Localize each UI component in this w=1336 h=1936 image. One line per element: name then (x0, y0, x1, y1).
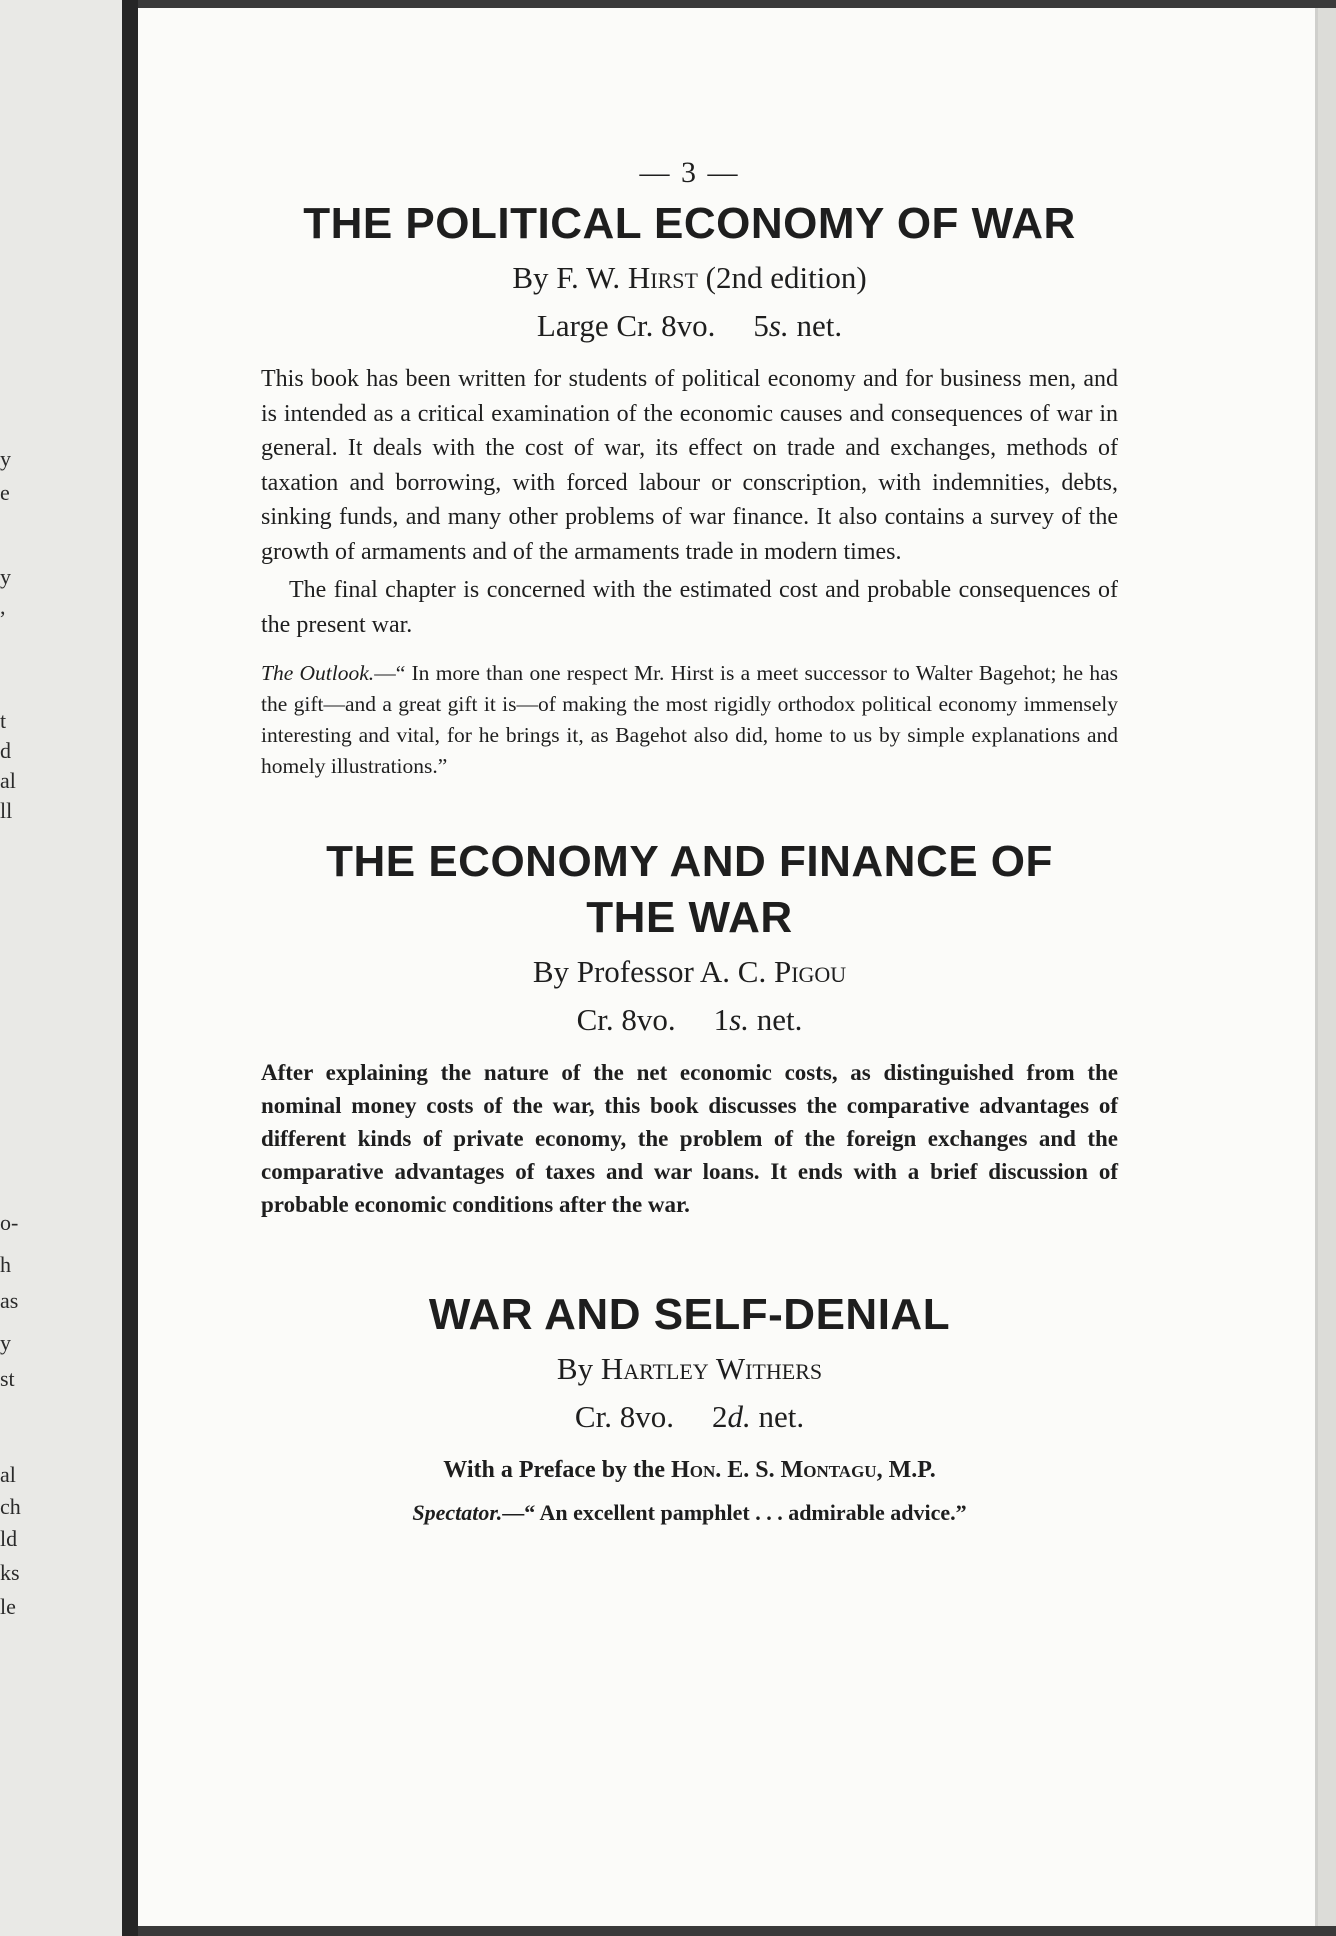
facing-page-fragment: as (0, 1288, 19, 1313)
facing-page-fragment: ch (0, 1494, 21, 1519)
byline-prefix: By (556, 1351, 601, 1386)
price-net: net. (750, 1399, 805, 1434)
preface-suffix: , M.P. (876, 1457, 936, 1483)
page-content (261, 156, 1118, 1526)
edition-note: (2nd edition) (697, 260, 867, 295)
book-listing-political-economy-of-war (261, 196, 1118, 782)
book-description: The final chapter is concerned with the estimated cost and probable consequences of the present war. (261, 577, 1118, 638)
price-amount: 5 (753, 308, 769, 343)
facing-page-fragment: , (0, 594, 6, 619)
review-source: The Outlook. (261, 661, 375, 685)
book-description: This book has been written for students of political economy and for business men, and is intended as a critical examination of the economic causes and consequences of war in general. It deals with the cost of war, its effect on trade and exchanges, methods of taxation and borrowing, with forced labour or conscription, with indemnities, debts, sinking funds, and many other problems of war finance. It also contains a survey of the growth of armaments and of the armaments trade in modern times. (261, 366, 1118, 565)
book-format-price (261, 1002, 1118, 1038)
book-title-line: THE ECONOMY AND FINANCE OF (326, 837, 1053, 886)
book-format: Large Cr. 8vo. (536, 308, 716, 343)
facing-page-fragment: al (0, 768, 16, 793)
review-quote: —“ An excellent pamphlet . . . admirable advice.” (502, 1500, 967, 1525)
book-title-line: THE WAR (586, 893, 793, 942)
byline-prefix: By Professor A. C. (532, 954, 774, 989)
facing-page-fragment: e (0, 480, 10, 505)
price-amount: 1 (713, 1002, 730, 1037)
price-net: net. (788, 308, 843, 343)
facing-page-fragment: st (0, 1366, 15, 1391)
facing-page-edge (0, 0, 128, 1936)
page-edge-shadow (1318, 8, 1336, 1926)
preface-prefix: With a Preface by the (443, 1457, 672, 1483)
facing-page-fragment: al (0, 1462, 16, 1487)
book-format: Cr. 8vo. (574, 1399, 674, 1434)
book-listing-economy-and-finance-of-the-war (261, 834, 1118, 1221)
book-author-line (261, 1351, 1118, 1387)
price-unit: s. (768, 308, 789, 343)
author-name: Hartley Withers (600, 1351, 823, 1386)
review-quote: —“ In more than one respect Mr. Hirst is a meet successor to Walter Bagehot; he has the gift—and a great gift it is—of making the most rigidly orthodox political economy immensely interesting and vital, for he brings it, as Bagehot also did, home to us by simple explanations and homely illustrations.” (261, 661, 1118, 778)
book-author-line (261, 260, 1118, 296)
facing-page-fragment: o- (0, 1210, 19, 1235)
author-name: Pigou (773, 954, 847, 989)
review-source: Spectator. (412, 1500, 503, 1525)
facing-page-fragment: ll (0, 798, 13, 823)
press-review (261, 658, 1118, 782)
price-unit: d. (727, 1399, 751, 1434)
book-format: Cr. 8vo. (576, 1002, 676, 1037)
book-listing-war-and-self-denial (261, 1287, 1118, 1526)
book-title: THE POLITICAL ECONOMY OF WAR (303, 199, 1076, 248)
page-number: — 3 — (639, 156, 740, 189)
facing-page-fragment: ks (0, 1560, 20, 1585)
price-unit: s. (729, 1002, 749, 1037)
book-author-line (261, 954, 1118, 990)
book-description: After explaining the nature of the net economic costs, as distinguished from the nominal money costs of the war, this book discusses the comparative advantages of different kinds of private economy, the problem of the foreign exchanges and the comparative advantages of taxes and war loans. It ends with a brief discussion of probable economic conditions after the war. (261, 1060, 1118, 1217)
facing-page-fragment: y (0, 1330, 11, 1355)
facing-page-fragment: t (0, 708, 7, 733)
price-net: net. (749, 1002, 803, 1037)
facing-page-fragment: d (0, 738, 11, 763)
book-page (138, 8, 1318, 1926)
price-amount: 2 (711, 1399, 728, 1434)
facing-page-fragment: le (0, 1594, 16, 1619)
byline-prefix: By F. W. (512, 260, 628, 295)
book-gutter (122, 0, 138, 1936)
press-review (261, 1500, 1118, 1526)
facing-page-fragment: ld (0, 1526, 18, 1551)
book-format-price (261, 1399, 1118, 1435)
facing-page-fragment: h (0, 1252, 11, 1277)
book-title (261, 834, 1118, 946)
facing-page-fragment: y (0, 446, 11, 471)
preface-note (261, 1457, 1118, 1484)
book-format-price (261, 308, 1118, 344)
author-name: Hirst (627, 260, 698, 295)
book-title: WAR AND SELF-DENIAL (428, 1290, 951, 1339)
facing-page-fragment: y (0, 564, 11, 589)
preface-author: Hon. E. S. Montagu (671, 1457, 877, 1483)
